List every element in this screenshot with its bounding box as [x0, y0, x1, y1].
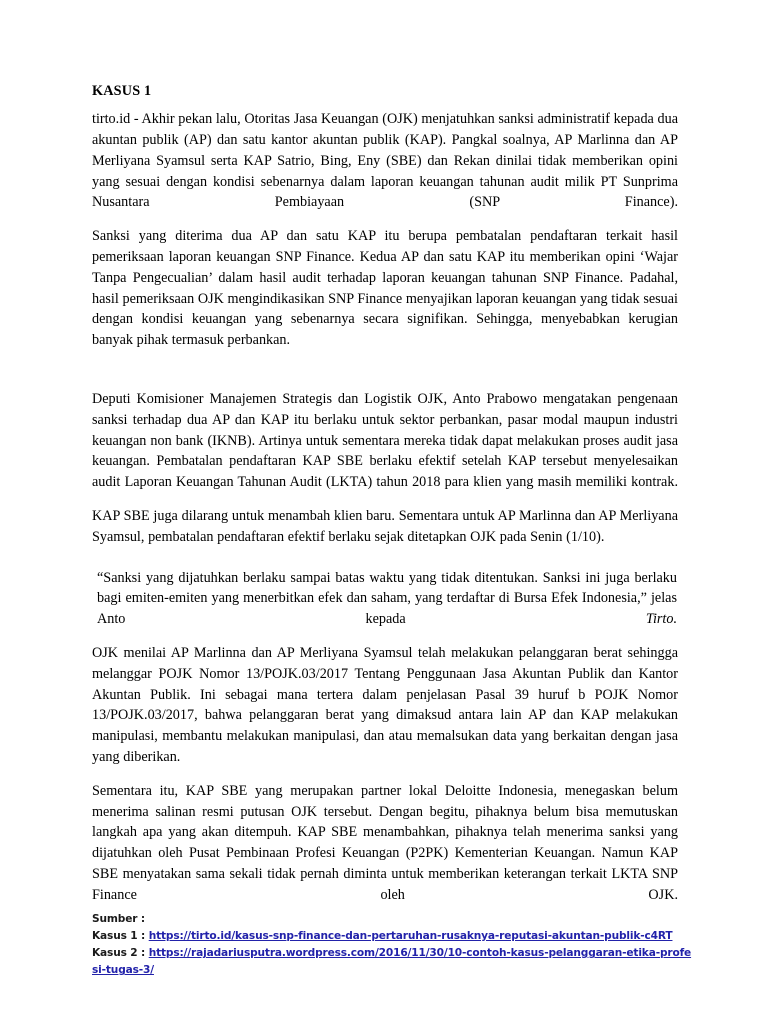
quote-source: Tirto. — [645, 611, 677, 628]
paragraph-intro: tirto.id - Akhir pekan lalu, Otoritas Jasa Keuangan (OJK) menjatuhkan sanksi administratif kepada dua akuntan publik (AP) dan satu kantor akuntan publik (KAP). Pangkal soalnya, AP Marlinna dan AP Merliyana Syamsul serta KAP Satrio, Bing, Eny (SBE) dan Rekan dinilai tidak memberikan opini yang sesuai dengan kondisi sebenarnya dalam laporan keuangan tahunan audit milik PT Sunprima Nusantara Pembiayaan (SNP Finance). — [92, 111, 678, 211]
paragraph-kap-sbe: KAP SBE juga dilarang untuk menambah klien baru. Sementara untuk AP Marlinna dan AP Merliyana Syamsul, pembatalan pendaftaran efektif berlaku sejak ditetapkan OJK pada Senin (1/10). — [92, 507, 678, 545]
source-case-2 — [92, 945, 692, 979]
document-body — [92, 84, 678, 919]
sources-footer — [92, 911, 692, 980]
paragraph-pojk: OJK menilai AP Marlinna dan AP Merliyana Syamsul telah melakukan pelanggaran berat sehingga melanggar POJK Nomor 13/POJK.03/2017 Tentang Penggunaan Jasa Akuntan Publik dan Kantor Akuntan Publik. Ini sebagai mana tertera dalam penjelasan Pasal 39 huruf b POJK Nomor 13/POJK.03/2017, bahwa pelanggaran berat yang dimaksud antara lain AP dan KAP melakukan manipulasi, membantu melakukan manipulasi, dan atau memalsukan data yang berkaitan dengan jasa yang diberikan. — [92, 644, 678, 765]
paragraph-sanksi: Sanksi yang diterima dua AP dan satu KAP itu berupa pembatalan pendaftaran terkait hasil pemeriksaan laporan keuangan SNP Finance. Kedua AP dan satu KAP itu memberikan opini ‘Wajar Tanpa Pengecualian’ dalam hasil audit terhadap laporan keuangan tahunan SNP Finance. Padahal, hasil pemeriksaan OJK mengindikasikan SNP Finance menyajikan laporan keuangan yang tidak sesuai dengan kondisi keuangan yang sebenarnya secara signifikan. Sehingga, menyebabkan kerugian banyak pihak termasuk perbankan. — [92, 228, 678, 349]
sources-label: Sumber : — [92, 913, 145, 925]
paragraph-deloitte: Sementara itu, KAP SBE yang merupakan partner lokal Deloitte Indonesia, menegaskan belum menerima salinan resmi putusan OJK tersebut. Dengan begitu, pihaknya belum bisa memutuskan langkah apa yang akan ditempuh. KAP SBE menambahkan, pihaknya telah menerima sanksi yang dijatuhkan oleh Pusat Pembinaan Profesi Keuangan (P2PK) Kementerian Keuangan. Namun KAP SBE menyatakan sama sekali tidak pernah diminta untuk memberikan keterangan terkait LKTA SNP Finance oleh OJK. — [92, 782, 678, 903]
case-2-label: Kasus 2 : — [92, 947, 149, 960]
sources-heading — [92, 911, 692, 928]
case-1-label: Kasus 1 : — [92, 930, 149, 943]
case-2-link[interactable]: https://rajadariusputra.wordpress.com/2016/11/30/10-contoh-kasus-pelanggaran-etika-profesi-tugas-3/ — [92, 947, 692, 977]
source-case-1 — [92, 928, 692, 945]
case-1-link[interactable]: https://tirto.id/kasus-snp-finance-dan-pertaruhan-rusaknya-reputasi-akuntan-publik-c4RT — [148, 930, 673, 943]
paragraph-quote — [92, 568, 678, 630]
paragraph-deputi: Deputi Komisioner Manajemen Strategis dan Logistik OJK, Anto Prabowo mengatakan pengenaan sanksi terhadap dua AP dan KAP itu berlaku untuk sektor perbankan, pasar modal maupun industri keuangan non bank (IKNB). Artinya untuk sementara mereka tidak dapat melakukan proses audit jasa keuangan. Pembatalan pendaftaran KAP SBE berlaku efektif setelah KAP tersebut menyelesaikan audit Laporan Keuangan Tahunan Audit (LKTA) tahun 2018 para klien yang masih memiliki kontrak. — [92, 390, 678, 491]
page-title: KASUS 1 — [92, 83, 152, 99]
quote-text: “Sanksi yang dijatuhkan berlaku sampai batas waktu yang tidak ditentukan. Sanksi ini juga berlaku bagi emiten-emiten yang menerbitkan efek dan saham, yang terdaftar di Bursa Efek Indonesia,” jelas Anto kepada — [97, 569, 677, 628]
